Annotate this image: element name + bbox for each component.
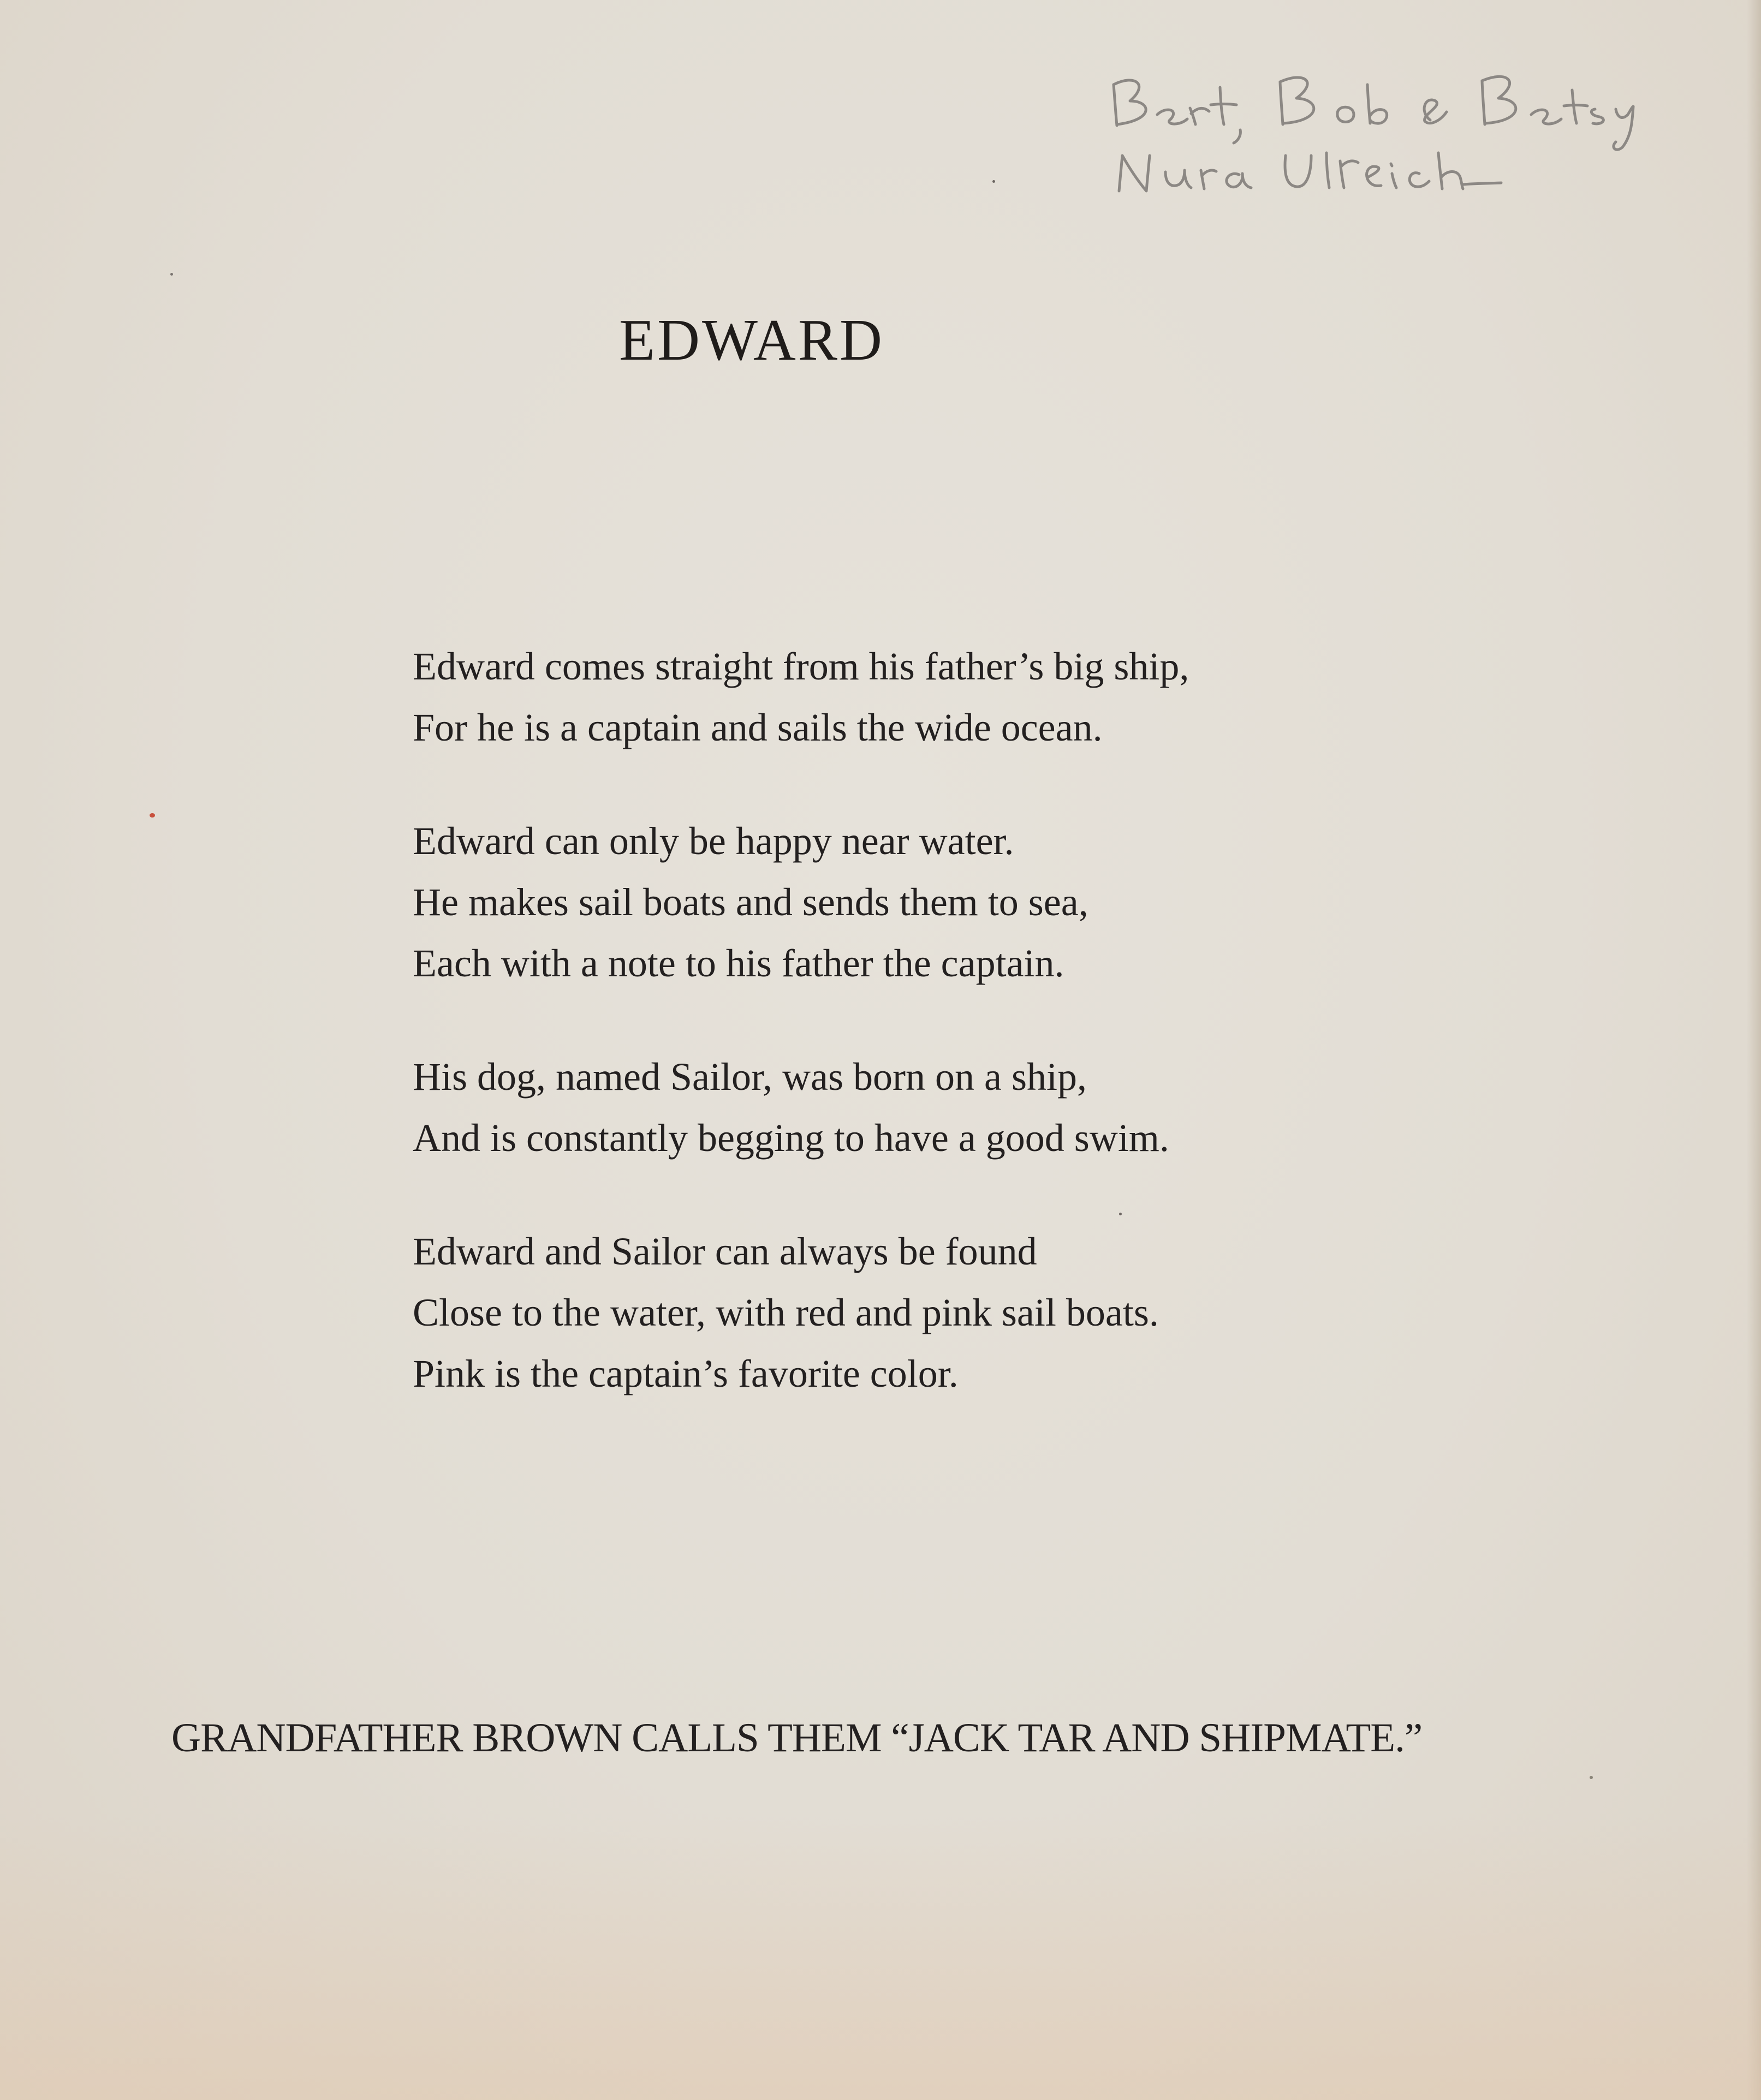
paper-speck	[150, 813, 155, 818]
stanza-3	[413, 1046, 1450, 1168]
paper-speck	[170, 273, 173, 276]
stanza-4	[413, 1221, 1450, 1404]
paper-speck	[1119, 1213, 1122, 1215]
page-edge-shadow	[1747, 0, 1761, 2100]
page-title: EDWARD	[619, 308, 884, 373]
paper-speck	[992, 180, 995, 183]
page-caption: GRANDFATHER BROWN CALLS THEM “JACK TAR AND SHIPMATE.”	[171, 1715, 1423, 1761]
poem-line: And is constantly begging to have a good swim.	[413, 1116, 1169, 1160]
poem-line: Edward can only be happy near water.	[413, 819, 1014, 863]
stanza-1	[413, 636, 1450, 758]
poem-line: Close to the water, with red and pink sail boats.	[413, 1291, 1159, 1334]
poem-line: For he is a captain and sails the wide ocean.	[413, 706, 1103, 749]
stanza-2	[413, 810, 1450, 994]
poem-line: Edward comes straight from his father’s big ship,	[413, 645, 1189, 688]
poem-line: Pink is the captain’s favorite color.	[413, 1352, 959, 1395]
poem-line: Edward and Sailor can always be found	[413, 1230, 1037, 1273]
poem	[413, 636, 1450, 1457]
poem-line: He makes sail boats and sends them to sea,	[413, 880, 1088, 924]
paper-speck	[1590, 1776, 1593, 1779]
handwritten-inscription	[1097, 55, 1665, 196]
poem-line: His dog, named Sailor, was born on a ship,	[413, 1055, 1087, 1099]
poem-line: Each with a note to his father the captain.	[413, 941, 1064, 985]
